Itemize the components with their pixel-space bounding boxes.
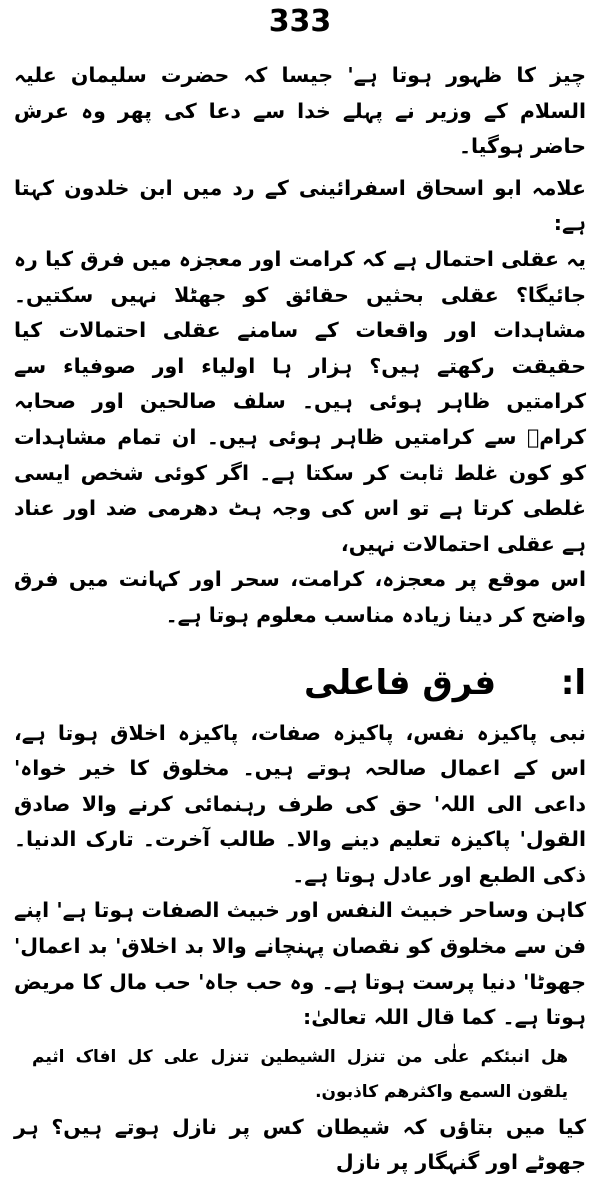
- paragraph-translation: کیا میں بتاؤں کہ شیطان کس پر نازل ہوتے ہیں؟ ہر جھوٹے اور گنہگار پر نازل: [14, 1114, 586, 1175]
- paragraph-difference: اس موقع پر معجزہ، کرامت، سحر اور کہانت میں فرق واضح کر دینا زیادہ مناسب معلوم ہوتا ہے۔: [14, 567, 586, 627]
- paragraph-prophet: نبی پاکیزہ نفس، پاکیزہ صفات، پاکیزہ اخلاق ہوتا ہے، اس کے اعمال صالحہ ہوتے ہیں۔ مخلوق کا خیر خواہ' داعی الی اللہ' حق کی طرف رہنمائی کرنے والا صادق القول' پاکیزہ تعلیم دینے والا۔ طالب آخرت۔ تارک الدنیا۔ ذکی الطبع اور عادل ہوتا ہے۔: [14, 720, 586, 887]
- paragraph-sorcerer: کاہن وساحر خبیث النفس اور خبیث الصفات ہوتا ہے' اپنے فن سے مخلوق کو نقصان پہنچانے والا بد اخلاق' بد اعمال' جھوٹا' دنیا پرست ہوتا ہے۔ وہ حب جاہ' حب مال کا مریض ہوتا ہے۔ کما قال اللہ تعالیٰ:: [14, 898, 586, 1030]
- section-heading: [14, 656, 586, 710]
- paragraph-reason: یہ عقلی احتمال ہے کہ کرامت اور معجزہ میں فرق کیا رہ جائیگا؟ عقلی بحثیں حقائق کو جھٹلا نہیں سکتیں۔ مشاہدات اور واقعات کے سامنے عقلی احتمالات کیا حقیقت رکھتے ہیں؟ ہزار ہا اولیاء اور صوفیاء سے کرامتیں ظاہر ہوئی ہیں۔ سلف صالحین اور صحابہ کرامؓ سے کرامتیں ظاہر ہوئی ہیں۔ ان تمام مشاہدات کو کون غلط ثابت کر سکتا ہے۔ اگر کوئی شخص ایسی غلطی کرتا ہے تو اس کی وجہ ہٹ دھرمی ضد اور عناد ہے عقلی احتمالات نہیں،: [14, 246, 586, 556]
- quran-quote: ھل انبئکم علٰی من تنزل الشیطین تنزل علی کل افاک اثیم یلقون السمع واکثرھم کاذبون.: [32, 1046, 568, 1102]
- paragraph-ibn-khaldun: علامہ ابو اسحاق اسفرائینی کے رد میں ابن خلدون کہتا ہے:: [14, 175, 586, 236]
- paragraph-intro: چیز کا ظہور ہوتا ہے' جیسا کہ حضرت سلیمان علیہ السلام کے وزیر نے پہلے خدا سے دعا کی پھر وہ عرش حاضر ہوگیا۔: [14, 63, 586, 159]
- section-number: ا:: [560, 662, 586, 703]
- page-body: [14, 58, 586, 1181]
- page-number: 333: [268, 4, 332, 39]
- section-title: فرق فاعلی: [303, 662, 497, 703]
